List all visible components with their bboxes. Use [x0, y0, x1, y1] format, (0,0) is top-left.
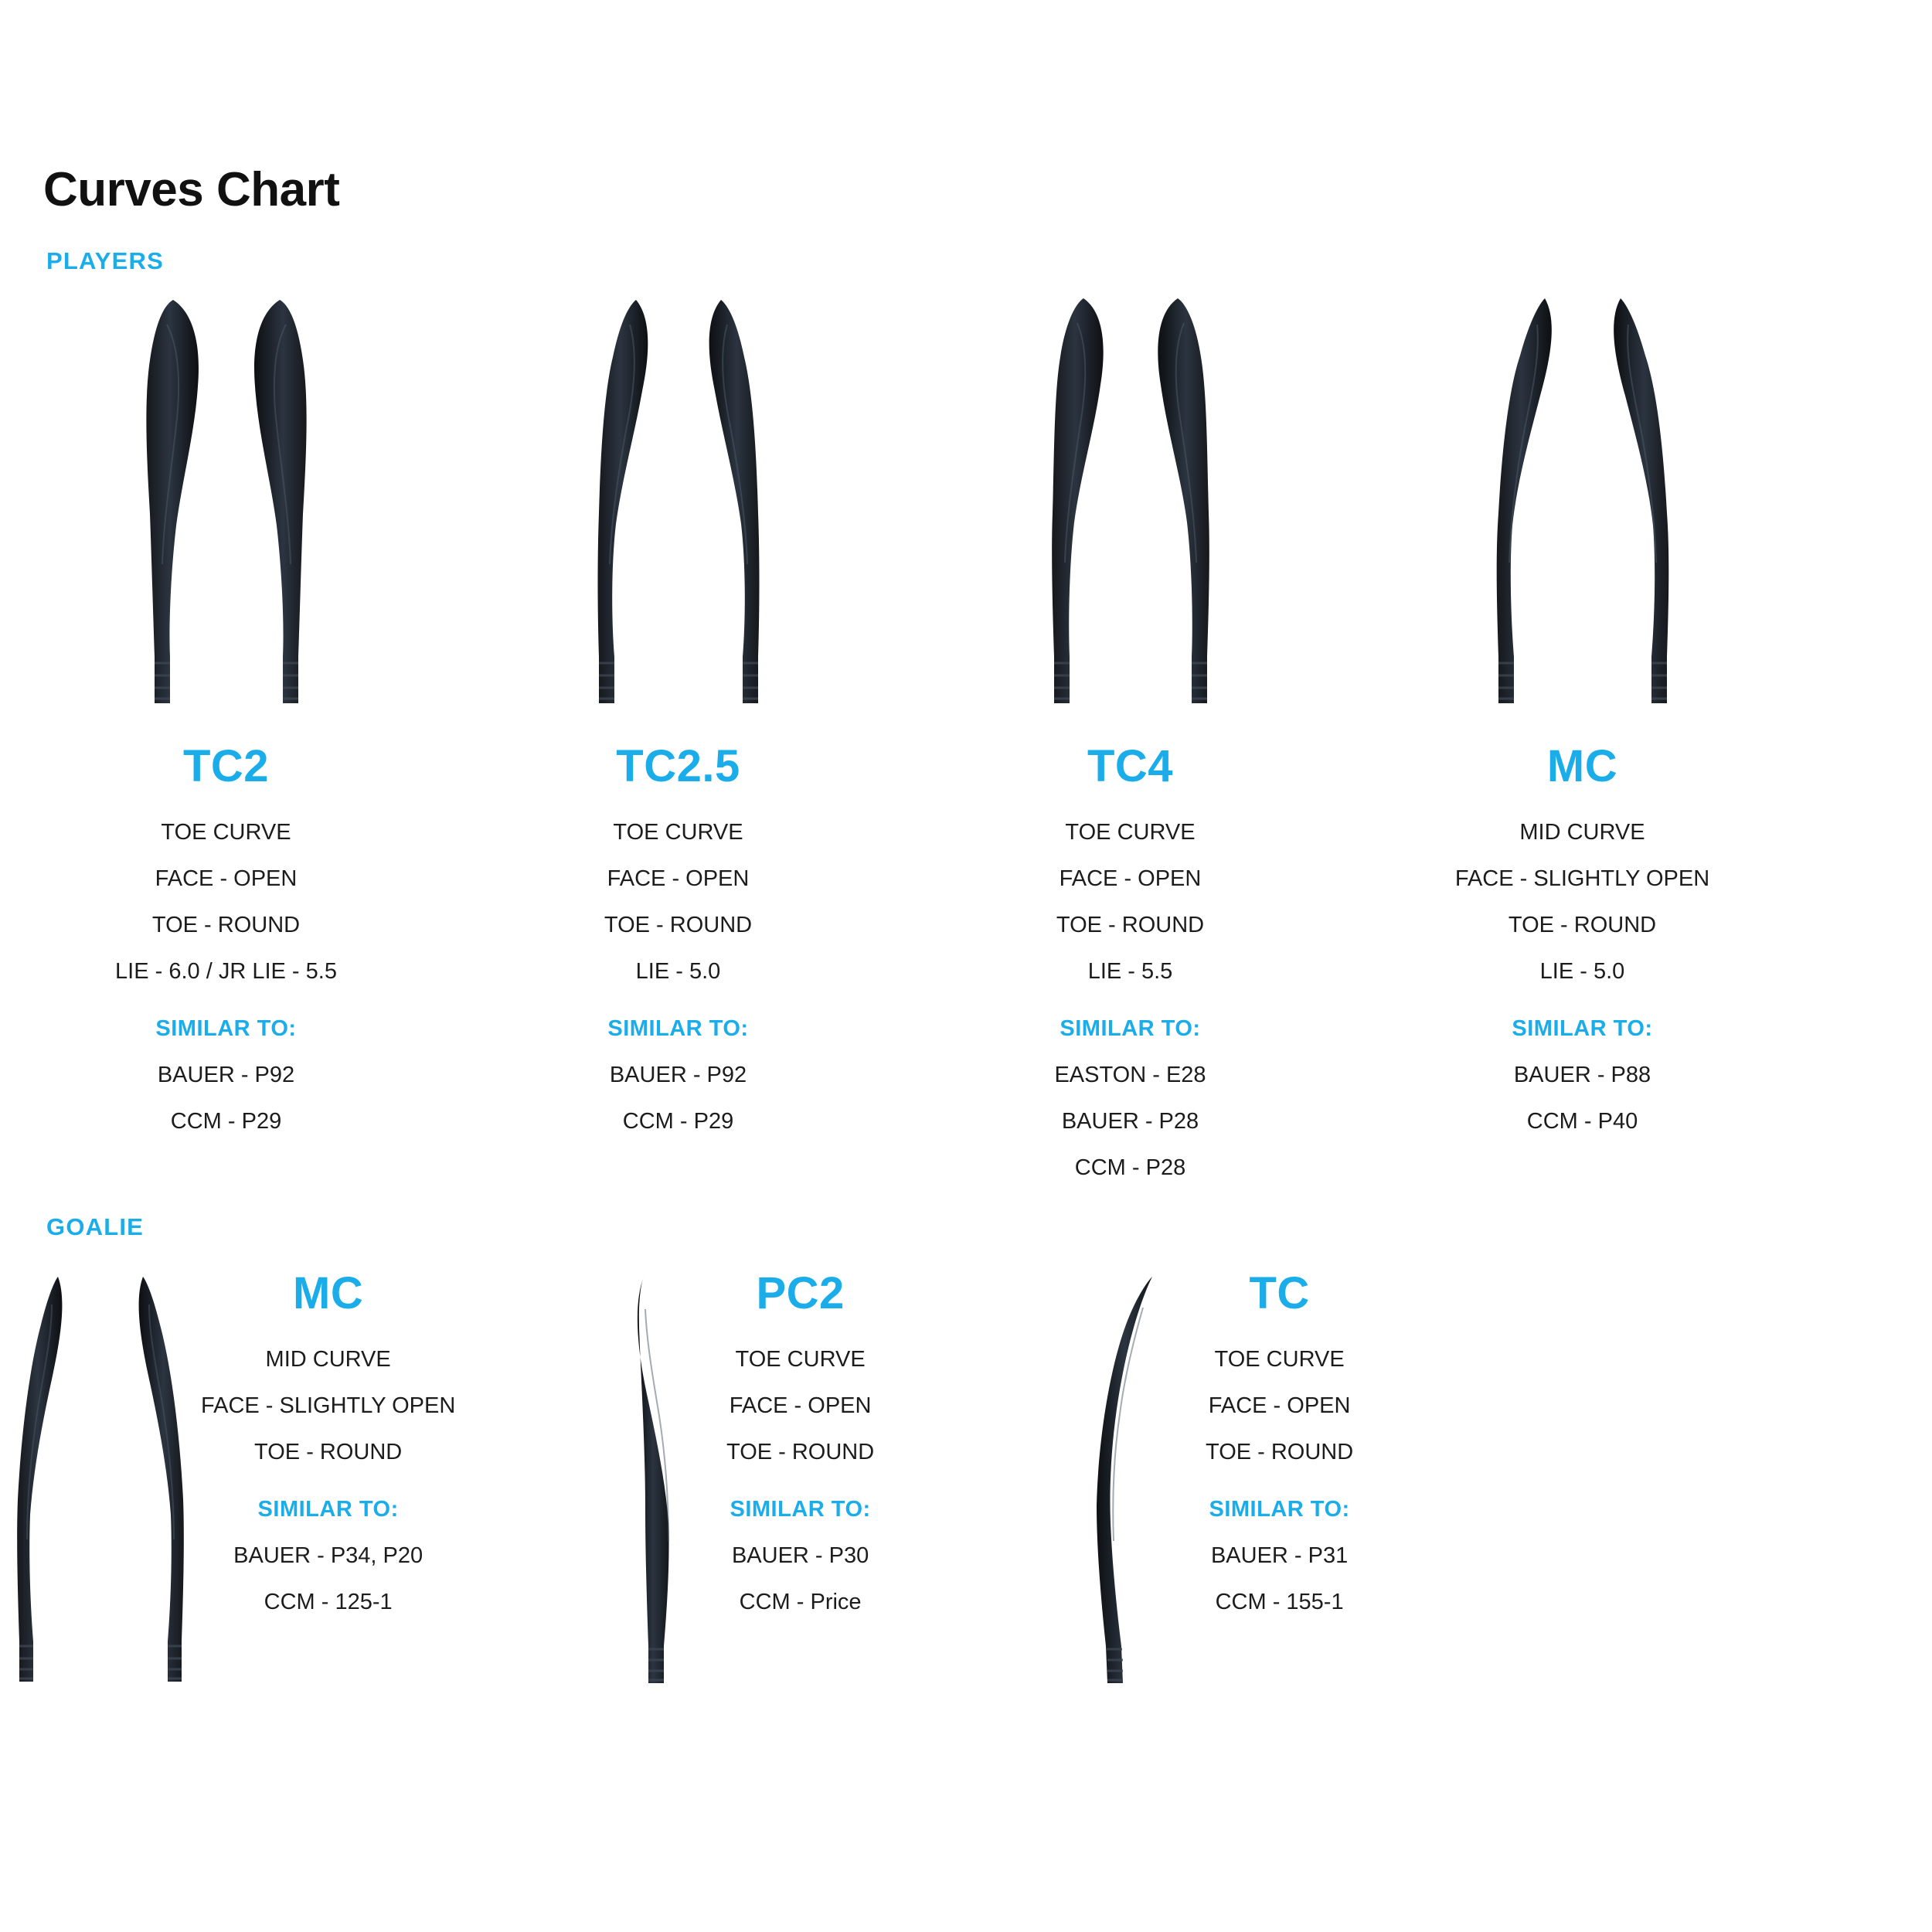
similar-line: CCM - P40 — [1526, 1109, 1638, 1134]
spec-list — [1206, 1336, 1353, 1625]
curve-name: PC2 — [756, 1268, 845, 1318]
goalie-blade-illustration-mc — [0, 1267, 201, 1688]
similar-to-label: SIMILAR TO: — [1060, 1016, 1201, 1041]
section-label-goalie: GOALIE — [46, 1213, 145, 1240]
similar-line: BAUER - P28 — [1061, 1109, 1199, 1134]
similar-line: EASTON - E28 — [1054, 1063, 1206, 1087]
spec-line: FACE - OPEN — [1208, 1393, 1351, 1418]
spec-line: FACE - OPEN — [155, 866, 298, 891]
curve-name: TC — [1249, 1268, 1310, 1318]
spec-line: TOE CURVE — [1214, 1347, 1345, 1372]
goalie-text-tc — [1206, 1267, 1353, 1625]
spec-line: LIE - 5.0 — [635, 959, 721, 984]
similar-to-label: SIMILAR TO: — [607, 1016, 749, 1041]
spec-line: TOE CURVE — [735, 1347, 866, 1372]
spec-line: TOE - ROUND — [151, 913, 301, 937]
goalie-card-mc — [0, 1267, 587, 1688]
spec-line: FACE - SLIGHTLY OPEN — [1454, 866, 1710, 891]
similar-line: CCM - Price — [739, 1590, 862, 1614]
similar-line: CCM - P28 — [1074, 1155, 1186, 1180]
curve-name: MC — [1546, 741, 1618, 791]
spec-line: TOE - ROUND — [726, 1440, 875, 1464]
spec-list — [115, 809, 337, 1145]
spec-line: LIE - 6.0 / JR LIE - 5.5 — [115, 959, 337, 984]
spec-line: MID CURVE — [1519, 820, 1645, 845]
spec-line: FACE - OPEN — [607, 866, 750, 891]
spec-line: TOE CURVE — [613, 820, 743, 845]
similar-line: CCM - 155-1 — [1215, 1590, 1344, 1614]
spec-list — [604, 809, 752, 1145]
goalie-row — [0, 1267, 1932, 1688]
similar-to-label: SIMILAR TO: — [257, 1497, 399, 1522]
curve-card-tc2 — [0, 294, 452, 1191]
similar-line: CCM - P29 — [170, 1109, 282, 1134]
spec-line: FACE - SLIGHTLY OPEN — [201, 1393, 456, 1418]
spec-line: TOE CURVE — [1065, 820, 1196, 845]
goalie-card-pc2 — [587, 1267, 1066, 1688]
similar-to-label: SIMILAR TO: — [1209, 1497, 1350, 1522]
similar-to-label: SIMILAR TO: — [730, 1497, 871, 1522]
blade-illustration-mc — [1485, 294, 1681, 711]
spec-line: LIE - 5.5 — [1087, 959, 1173, 984]
similar-line: CCM - 125-1 — [264, 1590, 393, 1614]
blade-illustration-tc2 — [128, 294, 325, 711]
spec-line: TOE - ROUND — [604, 913, 753, 937]
spec-line: TOE CURVE — [161, 820, 291, 845]
curve-name: TC2 — [182, 741, 270, 791]
similar-line: CCM - P29 — [622, 1109, 734, 1134]
similar-line: BAUER - P31 — [1210, 1543, 1349, 1568]
spec-line: TOE - ROUND — [1508, 913, 1657, 937]
section-label-players: PLAYERS — [46, 247, 164, 274]
similar-line: BAUER - P34, P20 — [233, 1543, 423, 1568]
spec-line: TOE - ROUND — [254, 1440, 403, 1464]
spec-line: TOE - ROUND — [1206, 1440, 1354, 1464]
goalie-text-pc2 — [726, 1267, 874, 1625]
similar-to-label: SIMILAR TO: — [155, 1016, 297, 1041]
spec-line: MID CURVE — [265, 1347, 391, 1372]
similar-line: BAUER - P92 — [157, 1063, 295, 1087]
blade-illustration-tc25 — [580, 294, 777, 711]
similar-line: BAUER - P92 — [609, 1063, 747, 1087]
curve-name: MC — [293, 1268, 364, 1318]
curve-card-mc — [1356, 294, 1808, 1191]
goalie-blade-illustration-tc — [1066, 1267, 1206, 1688]
spec-list — [726, 1336, 874, 1625]
spec-line: FACE - OPEN — [729, 1393, 872, 1418]
players-row — [0, 294, 1932, 1191]
spec-list — [1455, 809, 1709, 1145]
page-title: Curves Chart — [43, 163, 340, 216]
spec-line: LIE - 5.0 — [1539, 959, 1625, 984]
similar-to-label: SIMILAR TO: — [1512, 1016, 1653, 1041]
similar-line: BAUER - P30 — [731, 1543, 869, 1568]
blade-illustration-tc4 — [1032, 294, 1229, 711]
goalie-text-mc — [201, 1267, 455, 1625]
spec-list — [201, 1336, 455, 1625]
spec-line: TOE - ROUND — [1056, 913, 1205, 937]
curve-card-tc25 — [452, 294, 904, 1191]
goalie-card-tc — [1066, 1267, 1546, 1688]
goalie-blade-illustration-pc2 — [587, 1267, 726, 1688]
spec-list — [1054, 809, 1206, 1191]
curve-card-tc4 — [904, 294, 1356, 1191]
curve-name: TC4 — [1087, 741, 1174, 791]
curve-name: TC2.5 — [616, 741, 740, 791]
similar-line: BAUER - P88 — [1513, 1063, 1651, 1087]
spec-line: FACE - OPEN — [1059, 866, 1202, 891]
